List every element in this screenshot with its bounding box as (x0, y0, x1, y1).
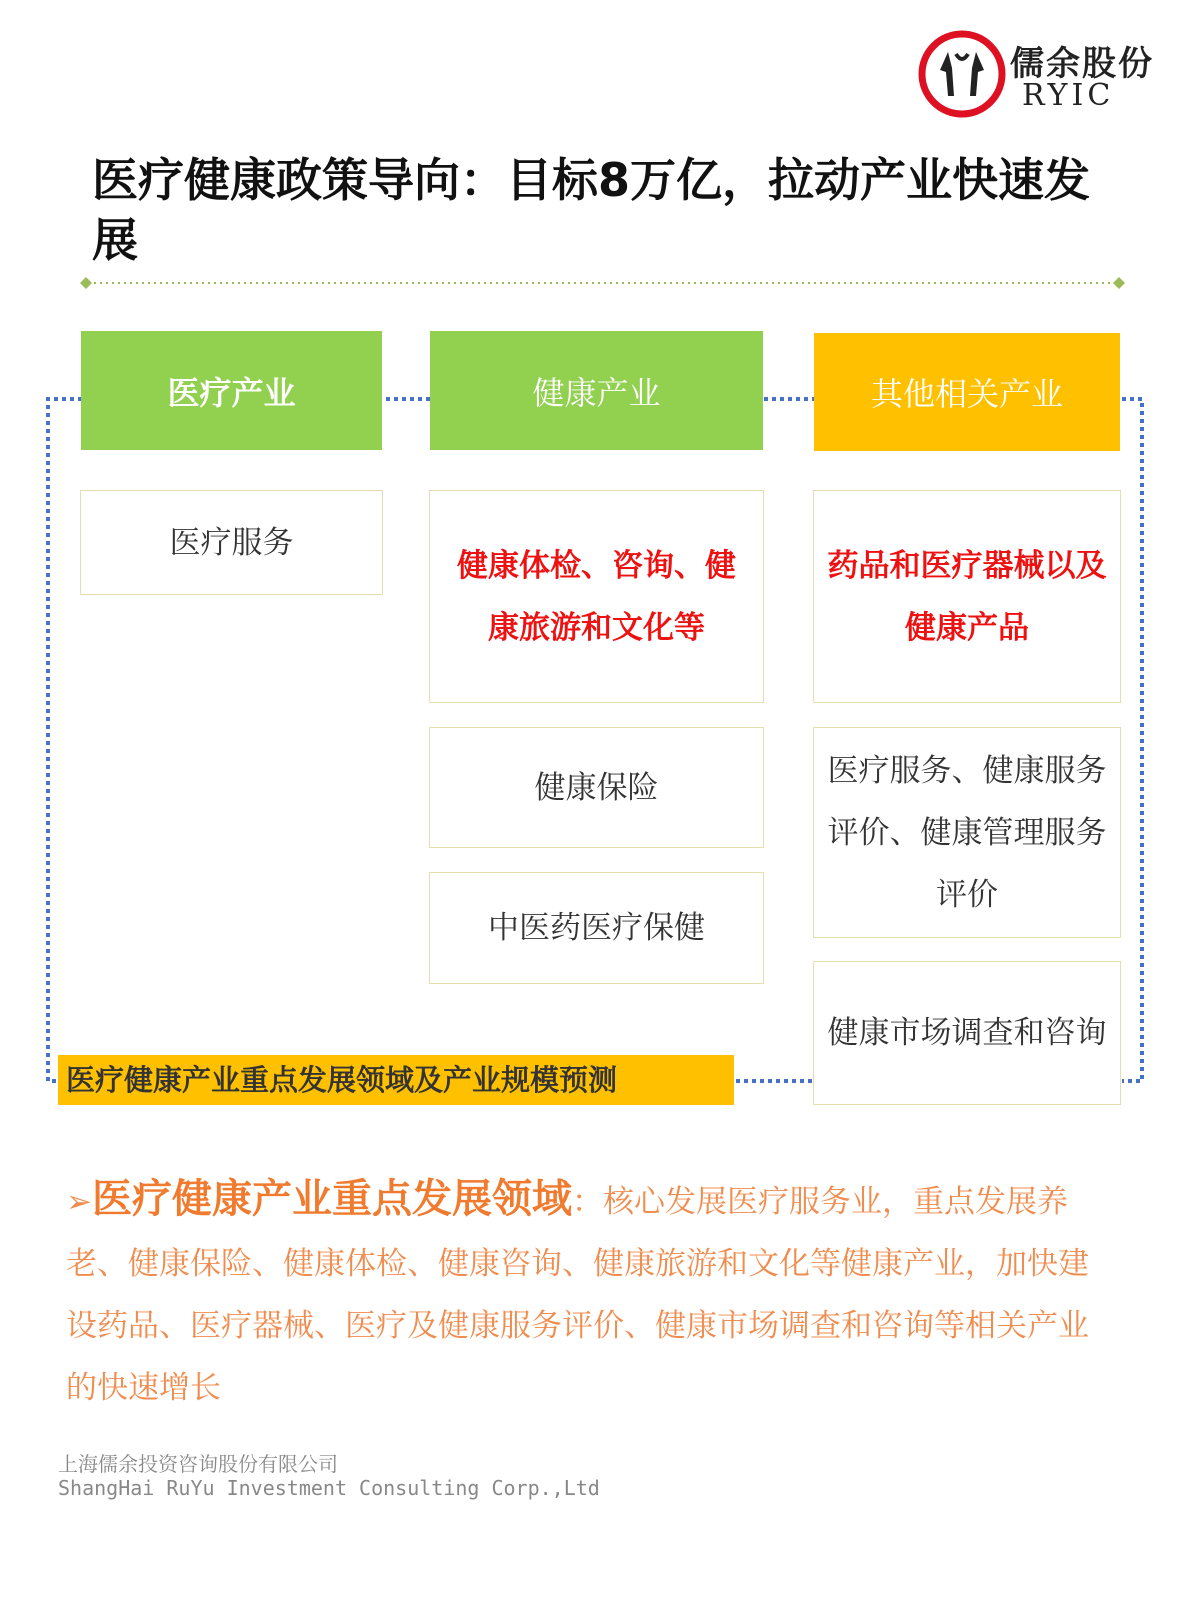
item-service-evaluation: 医疗服务、健康服务评价、健康管理服务评价 (813, 727, 1121, 938)
logo-english-name: RYIC (1022, 78, 1115, 113)
footer-company-en: ShangHai RuYu Investment Consulting Corp.,Ltd (58, 1476, 600, 1500)
logo-chinese-name: 儒余股份 (1010, 44, 1154, 84)
header-health-industry: 健康产业 (430, 331, 763, 450)
logo-emblem-icon (918, 30, 1006, 118)
paragraph-body: ：核心发展医疗服务业，重点发展养老、健康保险、健康体检、健康咨询、健康旅游和文化等健康产业，加快建设药品、医疗器械、医疗及健康服务评价、健康市场调查和咨询等相关产业的快速增长 (66, 1184, 1089, 1406)
paragraph-lead: 医疗健康产业重点发展领域 (91, 1176, 572, 1222)
title-divider (80, 277, 1125, 289)
footer-company-cn: 上海儒余投资咨询股份有限公司 (58, 1452, 338, 1476)
summary-paragraph (66, 1168, 1111, 1419)
bullet-arrow-icon: ➢ (66, 1184, 92, 1220)
item-health-insurance: 健康保险 (429, 727, 764, 848)
page-title: 医疗健康政策导向：目标8万亿，拉动产业快速发展 (92, 153, 1091, 267)
frame-caption: 医疗健康产业重点发展领域及产业规模预测 (58, 1055, 734, 1105)
header-other-industries: 其他相关产业 (814, 333, 1120, 451)
item-drugs-devices: 药品和医疗器械以及健康产品 (813, 490, 1121, 703)
item-medical-service: 医疗服务 (80, 490, 383, 595)
header-medical-industry: 医疗产业 (81, 331, 382, 450)
item-health-checkup: 健康体检、咨询、健康旅游和文化等 (429, 490, 764, 703)
company-logo (918, 30, 1168, 120)
item-market-research: 健康市场调查和咨询 (813, 961, 1121, 1105)
item-tcm-healthcare: 中医药医疗保健 (429, 872, 764, 984)
